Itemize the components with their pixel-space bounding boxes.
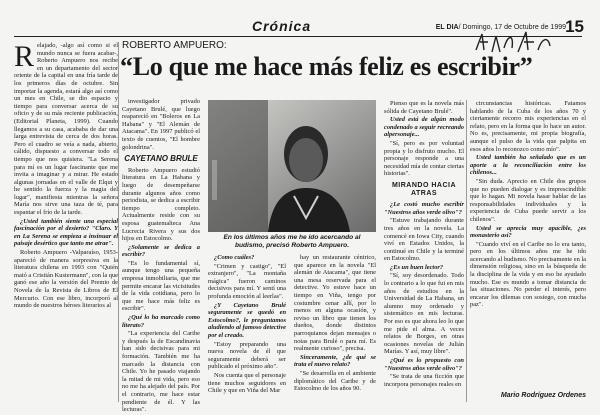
col5-para-d: "Sí, soy desordenado. Todo lo contrario a lo que fui en mis años de estudios en la Universidad de La Habana, un alumno muy ordenado y sistemático en mis lecturas. Por eso es que ahora leo lo que me pide el alma. A veces relatos de Borges, en otras ocasiones novelas de Julián Marías. Y así, muy libre". bbox=[384, 272, 464, 356]
subhead-mirando: MIRANDO HACIA ATRAS bbox=[391, 181, 457, 197]
column-3 bbox=[208, 254, 286, 404]
col6-para-a: circunstancias históricas. Fatamos hablando de la Cuba de los años 70 y ciertamente recorro mis experiencias en el relato, pero en la forma que lo hace un autor. No es, precisamente, mi propia biografía, aunque el pulso de la vida que palpita en esos años lo reconozco como mío". bbox=[470, 100, 586, 153]
column-2 bbox=[122, 98, 200, 414]
col5-para-b: "Sí, pero es por voluntad propia y lo disfruto mucho. El personaje responde a una necesidad mía de contar ciertas historias". bbox=[384, 139, 464, 178]
intro-text: elajado, -algo así como si el mundo nunca se fuera acabar-, Roberto Ampuero nos recibe en un departamento del sector oriente de la capital en una fría tarde de los primeros días de octubre. Sin importar la agenda, estará algo así como un mes en Chile, se dio espacio y tiempo para conversar acerca de su oficio y de su más reciente publicación, (Editorial Planeta, 1999). Cuando llegamos a su casa, acababa de dar una larga entrevista de cerca de dos horas. Pero el cuadro se veía a nada, abierto, cálido, dispuesto a conversar todo el tiempo que nos quisiera. "La Serena para mí es un lugar fascinante que me invita a imaginar y a mirar. He estado algunas jornadas en el valle de Elqui y he sentido la fuerza y la magia del lugar", manifiesta mientras la señora María nos sirve una taza de té, para espantar el frío de la tarde. bbox=[14, 42, 118, 217]
col4-para-b: "Se desarrolla en el ambiente diplomático del Caribe y de Estocolmo de los años 90. bbox=[294, 369, 376, 393]
question-10: Usted también ha señalado que es un aporte a la reconciliación entre los chilenos... bbox=[470, 154, 586, 177]
photo-caption: En los últimos años me he ido acercando al budismo, precisó Roberto Ampuero. bbox=[223, 234, 361, 249]
subhead-cayetano: CAYETANO BRULE bbox=[124, 154, 198, 164]
col2-para-c: "Es lo fundamental sí, aunque tengo una pequeña empresa inmobiliaria, que me permite encarar las vicisitudes de la vida cotidiana, pero lo que me hace más feliz es escribir". bbox=[122, 259, 200, 313]
headline: “Lo que me hace más feliz es escribir” bbox=[120, 52, 533, 81]
col3-para-c: "Estoy preparando una nueva novela de él que seguramente deberá ser publicado el próximo año". bbox=[208, 340, 286, 371]
author-byline: Mario Rodríguez Ordenes bbox=[500, 392, 586, 399]
col5-para-e: "Se trata de una ficción que incorpora personajes reales en bbox=[384, 373, 464, 388]
question-1: ¿Usted también siente una especial fascinación por el desierto? "Claro. Y en La Serena se empieza a insinuar el paisaje desértico que tanto me atrae". bbox=[14, 217, 118, 248]
column-rule bbox=[118, 42, 119, 402]
col3-para-b: "Crimen y castigo", "El extranjero", "La montaña mágica" fueron caminos decisivos para mí. Y sentí una profunda emoción al leerlas". bbox=[208, 262, 286, 300]
paper-name: EL DIA bbox=[435, 24, 459, 31]
question-6: Usted está de algún modo condenado a seguir recreando alpersonaje... bbox=[384, 116, 464, 139]
section-title: Crónica bbox=[252, 18, 312, 34]
column-4 bbox=[294, 254, 376, 404]
question-11: Usted se aprecia muy apacible, ¿es monasterio así? bbox=[470, 224, 586, 240]
dropcap: R bbox=[14, 40, 35, 73]
handwritten-date-signature bbox=[470, 28, 554, 58]
paragraph-2: Roberto Ampuero -Valparaíso, 1953- apareció de manera sorpresiva en la literatura chilena en 1993 con "Quién mató a Cristián Kustermann", con la que ganó ese año la versión del Premio de Novela de la Revista de Libros de El Mercurio. Con ese libro, incorporó al mundo de nuestros héroes literarios al bbox=[14, 249, 118, 310]
column-5 bbox=[384, 100, 464, 405]
question-3: ¿Qué lo ha marcado como literato? bbox=[122, 314, 200, 329]
col2-para-d: "La experiencia del Caribe y después la de Escandinavia han sido decisivas para mi formación. También me ha marcado la distancia con Chile. Yo he pasado viajando la mitad de mi vida, pero eso no me ha alejado del país. Por el contrario, me hace estar pendiente de él. Y las lecturas". bbox=[122, 330, 200, 414]
dateline-text: / Domingo, 17 de Octubre de 1999 bbox=[458, 24, 566, 31]
question-7: ¿Le costó mucho escribir "Nuestros años verde olivo"? bbox=[384, 201, 464, 216]
kicker: ROBERTO AMPUERO: bbox=[122, 40, 227, 51]
col3-question-a: ¿Como cuáles? bbox=[214, 254, 255, 261]
page-number: 15 bbox=[565, 17, 584, 36]
author-photo bbox=[208, 100, 376, 232]
column-rule-right bbox=[466, 100, 467, 402]
col3-para-d: Nos cuenta que el personaje tiene muchos seguidores en Chile y que en Viña del Mar bbox=[208, 371, 286, 395]
col5-para-c: "Estuve trabajando durante tres años en la novela. La comencé en Iowa City, cuando viví en Estados Unidos, la continué en Chile y la terminé en Estocolmo. bbox=[384, 217, 464, 263]
question-4: ¿Y Cayetano Brulé seguramente se quedó en Estocolmo?, le preguntamos aludiendo al famoso detective por el creado. bbox=[208, 301, 286, 339]
col2-para-b: Roberto Ampuero estudió literatura en La Habana y luego de desempeñarse durante algunos años como periodista, se dedica a escribir tiempo completo. Actualmente reside con su esposa guatemalteca Ana Lucrecia Rivera y sus dos hijos en Estocolmo. bbox=[122, 166, 200, 243]
question-8: ¿Es un buen lector? bbox=[390, 263, 444, 271]
question-5: Sinceramente, ¿de qué se trata el nuevo relato? bbox=[294, 353, 376, 369]
question-9: ¿Qué es lo propuesto con "Nuestros años verde olivo"? bbox=[384, 357, 464, 372]
col5-para-a: Pienso que es la novela más sólida de Cayetano Brulé". bbox=[384, 100, 464, 115]
col2-para-a: investigador privado Cayetano Brulé, que luego reapareció en "Boleros en La Habana" y "El Alemán de Atacama". En 1997 publicó el texto de cuentos, "El hombre golondrina". bbox=[122, 98, 200, 151]
col4-para-a: hay un restaurante céntrico, que aparece en la novela "El alemán de Atacama", que tiene una mesa reservada para el detective. Yo estuve hace un tiempo en Viña, tengo por costumbre cenar allí, por lo menos en alguna ocasión, y reviso un libro que tienen los dueños, donde distintos parroquianos dejan mensajes o notas para Brulé o para mí. Es realmente curioso", precisa. bbox=[294, 254, 376, 353]
column-6 bbox=[470, 100, 586, 370]
col6-para-b: "Sin duda. Aprecio en Chile dos grupos que no pueden dialogar y es imprescindible que lo hagan. Mi novela hasar hablar de las responsabilidades individuales y la experiencia de Cuba puede servir a los chilenos". bbox=[470, 177, 586, 223]
question-2: ¿Solamente se dedica a escribir? bbox=[122, 243, 200, 259]
column-1 bbox=[14, 42, 118, 402]
col6-para-c: "Cuando viví en el Caribe no lo era tanto, pero en los últimos años me he ido acercando al budismo. No precisamente en la dimensión religiosa, sino en la búsqueda de la disciplina de la vida y en eso he ayudado mucho. Ese es mundo a tomar distancia de las situaciones. No perder el interés, pero encarar los dilemas con sosiego, con mucha paz". bbox=[470, 240, 586, 309]
